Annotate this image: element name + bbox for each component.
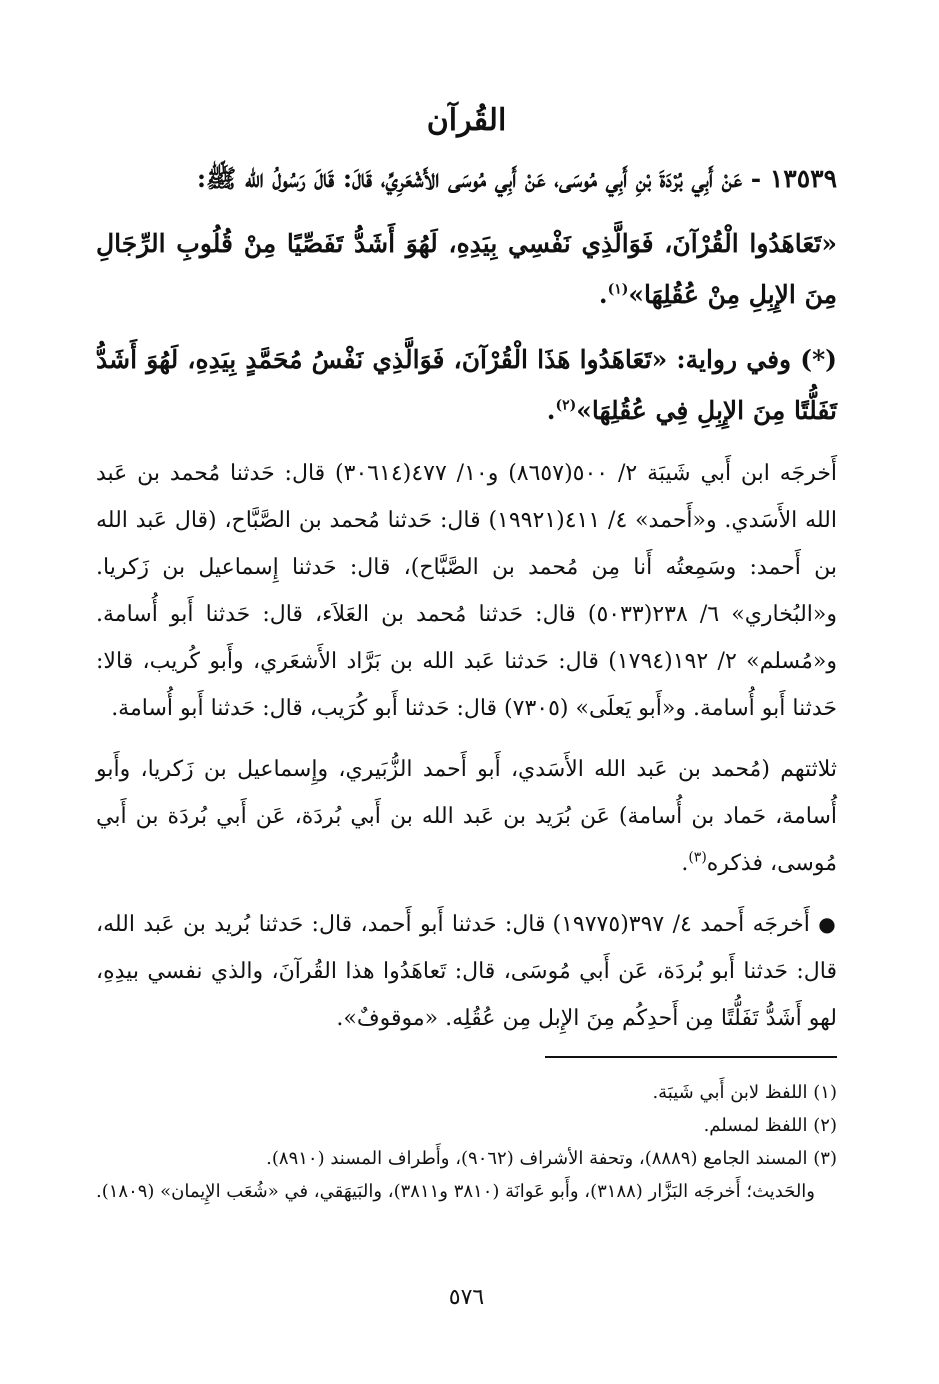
- footnote-3-continuation: والحَديث؛ أَخرجَه البَزَّار (٣١٨٨)، وأَبو عَوانَة (٣٨١٠ و٣٨١١)، والبَيهَقي، في «شُعَب الإِيمان» (١٨٠٩).: [96, 1181, 815, 1202]
- hadith-intro: ١٣٥٣٩ - عَنْ أَبِي بُرْدَةَ بْنِ أَبِي مُوسَى، عَنْ أَبِي مُوسَى الأَشْعَرِيِّ، قَالَ: قَالَ رَسُولُ الله ﷺ:: [196, 164, 837, 193]
- takhrij-bullet: [96, 901, 837, 1042]
- takhrij-chain-body: ثلاثتهم (مُحمد بن عَبد الله الأَسَدي، أَبو أَحمد الزُّبَيري، وإِسماعيل بن زَكريا، وأَبو أُسامة، حَماد بن أُسامة) عَن بُرَيد بن عَبد الله بن أَبي بُردَة، عَن أَبي بُردَة بن أَبي مُوسى، فذكره: [96, 757, 837, 876]
- hadith-variant: [96, 334, 837, 436]
- takhrij-bullet-body: أَخرجَه أَحمد ٤/ ٣٩٧(١٩٧٧٥) قال: حَدثنا أَبو أَحمد، قال: حَدثنا بُريد بن عَبد الله، قال: حَدثنا أَبو بُردَة، عَن أَبي مُوسَى، قال: تَعاهَدُوا هذا القُرآنَ، والذي نفسي بيدِهِ، لهو أَشَدُّ تَفَلُّتًا مِن أَحدِكُم مِنَ الإِبل مِن عُقُلِه. «موقوفٌ».: [96, 912, 838, 1031]
- footnote-ref-3: (٣): [688, 849, 707, 866]
- takhrij-chain: [96, 746, 837, 887]
- bullet-icon: ●: [818, 912, 838, 936]
- hadith-text: [96, 218, 837, 320]
- hadith-variant-end: .: [546, 396, 556, 425]
- takhrij-main: أَخرجَه ابن أَبي شَيبَة ٢/ ٥٠٠(٨٦٥٧) و١٠/ ٤٧٧(٣٠٦١٤) قال: حَدثنا مُحمد بن عَبد الله الأَسَدي. و«أَحمد» ٤/ ٤١١(١٩٩٢١) قال: حَدثنا مُحمد بن الصَّبَّاح، (قال عَبد الله بن أَحمد: وسَمِعتُه أَنا مِن مُحمد بن الصَّبَّاح)، قال: حَدثنا إِسماعيل بن زَكريا. و«البُخاري» ٦/ ٢٣٨(٥٠٣٣) قال: حَدثنا مُحمد بن العَلاَء، قال: حَدثنا أَبو أُسامة. و«مُسلم» ٢/ ١٩٢(١٧٩٤) قال: حَدثنا عَبد الله بن بَرَّاد الأَشعَري، وأَبو كُريب، قالا: حَدثنا أَبو أُسامة. و«أَبو يَعلَى» (٧٣٠٥) قال: حَدثنا أَبو كُرَيب، قال: حَدثنا أَبو أُسامة.: [96, 461, 838, 721]
- takhrij-chain-end: .: [681, 851, 689, 876]
- footnote-1: (١) اللفظ لابن أَبي شَيبَة.: [652, 1082, 837, 1103]
- footnote-2: (٢) اللفظ لمسلم.: [703, 1115, 837, 1136]
- page-number: ٥٧٦: [448, 1285, 485, 1310]
- page-title: القُرآن: [426, 103, 507, 138]
- footnote-ref-1: (١): [607, 281, 629, 298]
- footnote-ref-2: (٢): [555, 397, 577, 414]
- hadith-variant-body: (*) وفي رواية: «تَعَاهَدُوا هَذَا الْقُرْآنَ، فَوَالَّذِي نَفْسُ مُحَمَّدٍ بِيَدِهِ، لَهُوَ أَشَدُّ تَفَلُّتًا مِنَ الإِبِلِ فِي عُقُلِهَا»: [96, 345, 837, 425]
- footnote-divider: [545, 1056, 837, 1058]
- footnotes: [96, 1076, 837, 1208]
- footnote-3: (٣) المسند الجامع (٨٨٨٩)، وتحفة الأشراف (٩٠٦٢)، وأَطراف المسند (٨٩١٠).: [266, 1148, 837, 1169]
- hadith-text-end: .: [598, 280, 608, 309]
- book-page: [96, 95, 837, 1335]
- hadith-text-body: «تَعَاهَدُوا الْقُرْآنَ، فَوَالَّذِي نَفْسِي بِيَدِهِ، لَهُوَ أَشَدُّ تَفَصِّيًا مِنْ قُلُوبِ الرِّجَالِ مِنَ الإِبِلِ مِنْ عُقُلِهَا»: [96, 229, 837, 309]
